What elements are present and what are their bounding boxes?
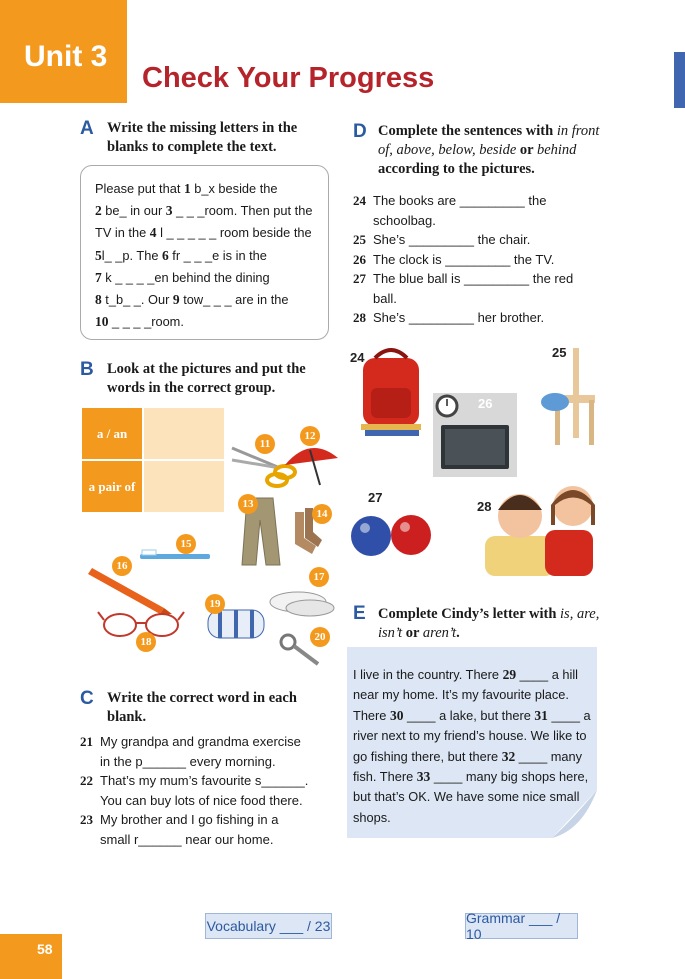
question-27-line2: ball. [373, 290, 397, 306]
letter-line-1: I live in the country. There 29 ____ a hill [353, 667, 579, 682]
text-line-6: 8 t_b_ _. Our 9 tow_ _ _ are in the [95, 292, 289, 308]
text-line-7: 10 _ _ _ _room. [95, 314, 184, 330]
item-number-14: 14 [312, 504, 332, 524]
section-d-letter: D [353, 121, 367, 142]
question-24-line2: schoolbag. [373, 212, 436, 228]
section-b-letter: B [80, 359, 94, 380]
children-icon [485, 486, 595, 576]
section-c-questions [80, 732, 340, 849]
question-22: 22 That’s my mum’s favourite s______. [80, 773, 309, 788]
section-b-instruction: Look at the pictures and put the words in the correct group. [107, 361, 306, 396]
balls-icon [351, 515, 431, 556]
text-line-4: 5l_ _p. The 6 fr _ _ _e is in the [95, 247, 267, 263]
picture-number-25: 25 [552, 345, 567, 360]
letter-line-3: There 30 ____ a lake, but there 31 ____ a [353, 707, 591, 723]
group-label-a-an: a / an [82, 408, 142, 459]
section-d-instruction: Complete the sentences with in front of, above, below, beside or behind according to the pictures. [378, 123, 600, 177]
question-23-line2: small r______ near our home. [100, 831, 274, 847]
text-line-5: 7 k _ _ _ _en behind the dining [95, 269, 270, 285]
section-d-questions [353, 191, 613, 328]
group-label-a-pair-of: a pair of [82, 461, 142, 512]
picture-number-26: 26 [478, 396, 493, 411]
vocabulary-score: Vocabulary ___ / 23 [205, 913, 332, 939]
question-25: 25 She’s _________ the chair. [353, 232, 531, 247]
question-27: 27 The blue ball is _________ the red [353, 271, 574, 286]
text-line-3: TV in the 4 l _ _ _ _ _ room beside the [95, 225, 312, 241]
letter-line-4: river next to my friend’s house. We like to [353, 728, 587, 744]
question-23: 23 My brother and I go fishing in a [80, 812, 279, 827]
question-28: 28 She’s _________ her brother. [353, 310, 545, 325]
item-number-18: 18 [136, 632, 156, 652]
section-a-instruction: Write the missing letters in the blanks to complete the text. [107, 120, 298, 155]
question-24: 24 The books are _________ the [353, 193, 547, 208]
section-a-text [95, 178, 325, 333]
unit-label: Unit 3 [24, 40, 108, 73]
page-number: 58 [37, 941, 53, 957]
schoolbag-icon [361, 350, 421, 436]
question-21: 21 My grandpa and grandma exercise [80, 734, 301, 749]
item-number-12: 12 [300, 426, 320, 446]
item-number-20: 20 [310, 627, 330, 647]
section-c-instruction: Write the correct word in each blank. [107, 690, 297, 725]
item-number-15: 15 [176, 534, 196, 554]
item-number-17: 17 [309, 567, 329, 587]
toothbrush-icon [140, 550, 210, 559]
side-tab [674, 52, 685, 108]
letter-text [353, 665, 593, 828]
letter-line-5: go fishing there, but there 32 ____ many [353, 748, 583, 764]
letter-line-7: but that’s OK. We have some nice small [353, 789, 580, 805]
question-21-line2: in the p______ every morning. [100, 753, 276, 769]
letter-line-8: shops. [353, 809, 391, 825]
item-number-11: 11 [255, 434, 275, 454]
chair-icon [541, 348, 595, 445]
item-number-19: 19 [205, 594, 225, 614]
section-c-letter: C [80, 688, 94, 709]
crayon-icon [88, 568, 172, 614]
text-line-2: 2 be_ in our 3 _ _ _room. Then put the [95, 203, 313, 219]
sneakers-icon [270, 592, 334, 616]
section-a-letter: A [80, 118, 94, 139]
item-number-13: 13 [238, 494, 258, 514]
question-22-line2: You can buy lots of nice food there. [100, 792, 303, 808]
text-line-1: Please put that 1 b_x beside the [95, 181, 278, 196]
grammar-score: Grammar ___ / 10 [465, 913, 578, 939]
letter-line-2: near my home. It’s my favourite place. [353, 687, 569, 703]
page-title: Check Your Progress [142, 62, 435, 94]
section-e-instruction: Complete Cindy’s letter with is, are, isn’t or aren’t. [378, 606, 600, 641]
question-26: 26 The clock is _________ the TV. [353, 251, 555, 267]
item-number-16: 16 [112, 556, 132, 576]
letter-line-6: fish. There 33 ____ many big shops here, [353, 769, 589, 785]
picture-number-28: 28 [477, 499, 492, 514]
section-d-pictures [345, 340, 605, 585]
picture-number-27: 27 [368, 490, 383, 505]
picture-number-24: 24 [350, 350, 365, 365]
section-b-pictures [80, 420, 340, 670]
towel-icon [208, 610, 264, 638]
section-e-letter: E [353, 603, 366, 624]
clock-tv-icon [433, 393, 517, 477]
